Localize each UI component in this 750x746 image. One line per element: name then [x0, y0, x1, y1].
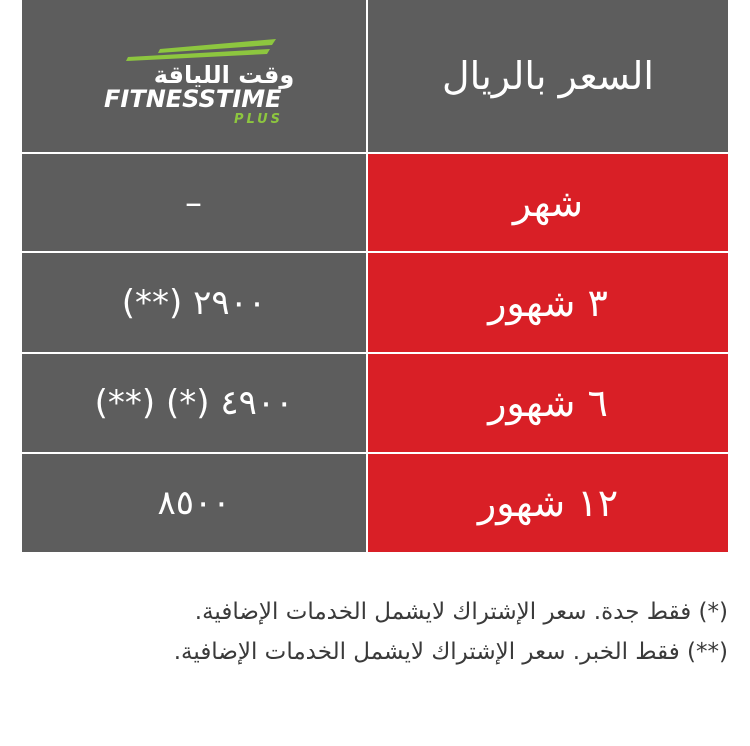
- duration-label: ٣ شهور: [488, 280, 608, 325]
- price-cell: [22, 253, 366, 352]
- price-header-cell: [368, 0, 728, 152]
- price-value: ٨٥٠٠: [157, 483, 231, 523]
- duration-label: ١٢ شهور: [477, 481, 619, 525]
- price-header-label: السعر بالريال: [442, 54, 654, 98]
- logo-cell: [22, 0, 366, 152]
- duration-cell: [368, 354, 728, 452]
- footnotes: [28, 592, 728, 672]
- price-cell: [22, 354, 366, 452]
- footnote-jeddah: (*) فقط جدة. سعر الإشتراك لايشمل الخدمات الإضافية.: [194, 599, 728, 625]
- footnote-khobar: (**) فقط الخبر. سعر الإشتراك لايشمل الخدمات الإضافية.: [173, 639, 728, 665]
- price-value: ٢٩٠٠ (**): [121, 282, 267, 323]
- price-value: –: [185, 182, 203, 223]
- price-cell: [22, 454, 366, 552]
- duration-cell: [368, 154, 728, 251]
- logo-arabic-text: وقت اللياقة: [153, 61, 295, 89]
- logo-tagline-text: PLUS: [234, 112, 284, 127]
- duration-cell: [368, 454, 728, 552]
- fitness-time-plus-logo-icon: [64, 21, 324, 131]
- logo-brand-text: FITNESSTIME: [104, 85, 282, 113]
- duration-cell: [368, 253, 728, 352]
- price-cell: [22, 154, 366, 251]
- price-value: ٤٩٠٠ (*) (**): [94, 383, 294, 423]
- price-table: [22, 0, 728, 552]
- duration-label: شهر: [512, 180, 584, 225]
- duration-label: ٦ شهور: [488, 381, 608, 425]
